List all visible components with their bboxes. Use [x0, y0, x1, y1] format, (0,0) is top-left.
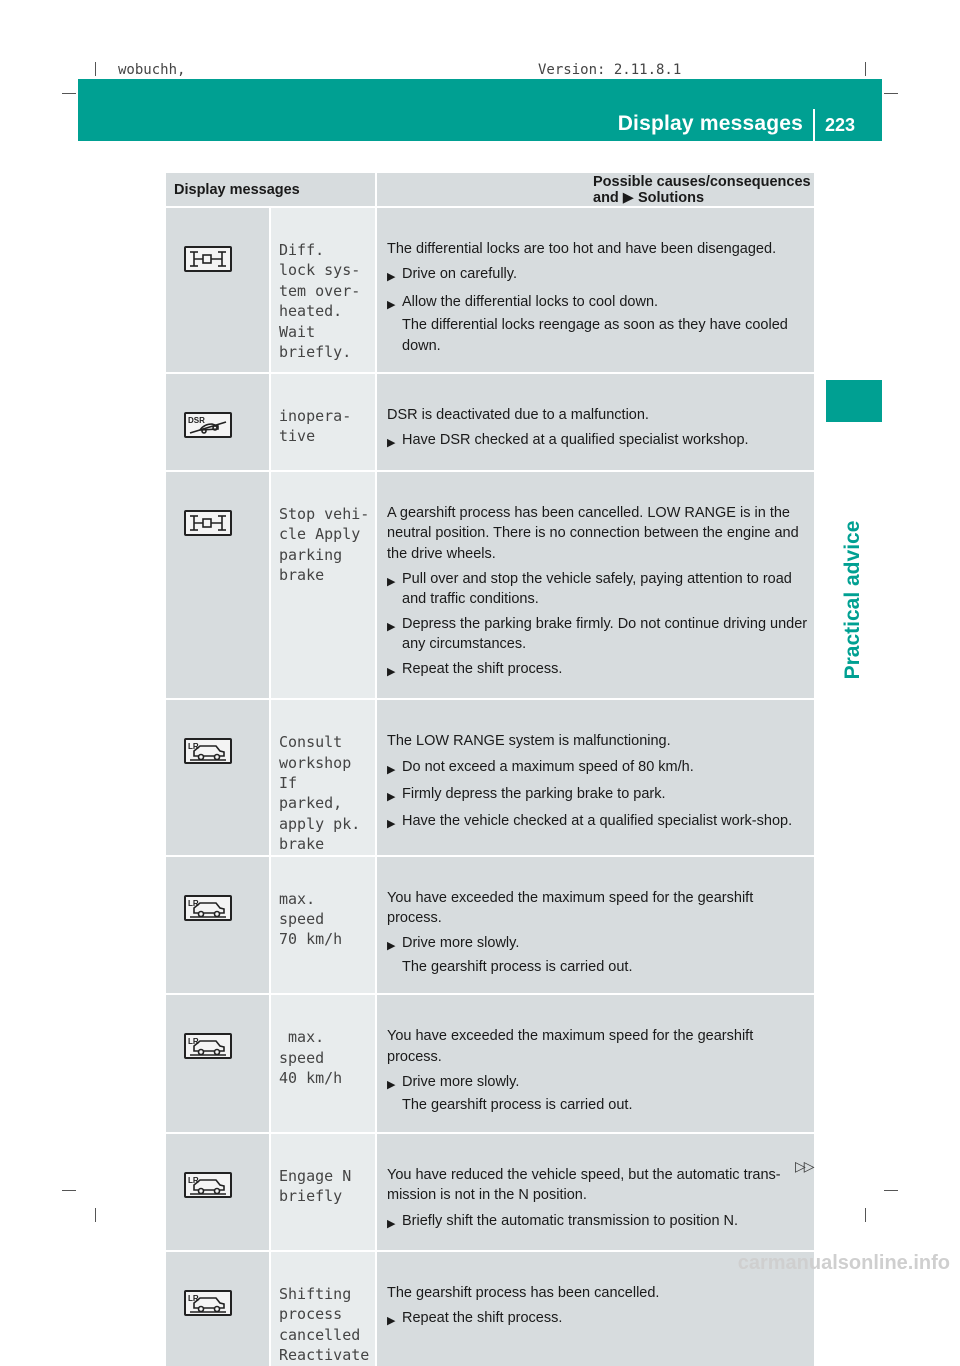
display-message: max. speed 40 km/h [270, 994, 376, 1133]
display-message: inopera- tive [270, 373, 376, 471]
cause-text: You have exceeded the maximum speed for the gearshift process. [387, 1028, 754, 1065]
crop-mark [95, 62, 96, 76]
result-note [387, 1095, 808, 1115]
table-body [166, 207, 814, 1366]
cause-text: DSR is deactivated due to a malfunction. [387, 407, 649, 424]
solution-cell [376, 207, 814, 373]
low-range-icon [184, 738, 232, 764]
svg-text:LR: LR [188, 1037, 199, 1047]
icon-cell [166, 373, 270, 471]
section-label: Practical advice [841, 520, 864, 680]
low-range-icon [184, 895, 232, 921]
crop-mark [95, 1208, 96, 1222]
cause-text: The gearshift process has been cancelled. [387, 1285, 660, 1301]
solution-step [387, 933, 808, 956]
step-text: Firmly depress the parking brake to park. [402, 785, 666, 802]
section-tab [826, 380, 882, 422]
step-text: Depress the parking brake firmly. Do not continue driving under any circumstances. [402, 615, 808, 653]
step-text: The gearshift process is carried out. [402, 958, 633, 975]
table-row [166, 207, 814, 373]
display-message: Stop vehi- cle Apply parking brake [270, 471, 376, 699]
step-arrow-icon [387, 315, 402, 356]
solution-step [387, 614, 808, 655]
low-range-icon [184, 1290, 232, 1316]
table-row [166, 471, 814, 699]
cause-text: The differential locks are too hot and have been disengaged. [387, 241, 777, 257]
header-separator [813, 109, 815, 141]
display-message: Engage N briefly [270, 1133, 376, 1251]
display-message: Diff. lock sys- tem over- heated. Wait briefly. [270, 207, 376, 373]
solution-cell [376, 856, 814, 995]
icon-cell [166, 1133, 270, 1251]
step-arrow-icon: ▶ [387, 1217, 396, 1230]
step-text: Briefly shift the automatic transmission to position N. [402, 1212, 739, 1229]
step-text: The gearshift process is carried out. [402, 1097, 633, 1114]
dsr-icon [184, 412, 232, 438]
display-message: Consult workshop If parked, apply pk. brake [270, 699, 376, 855]
crop-mark [865, 1208, 866, 1222]
step-text: Drive on carefully. [402, 266, 517, 283]
icon-cell [166, 856, 270, 995]
differential-lock-icon [184, 510, 232, 536]
step-text: Repeat the shift process. [402, 660, 563, 677]
table-row [166, 856, 814, 995]
solution-cell [376, 373, 814, 471]
step-text: Do not exceed a maximum speed of 80 km/h. [402, 758, 694, 775]
step-arrow-icon: ▶ [387, 1315, 396, 1328]
icon-cell [166, 471, 270, 699]
table-header-row [166, 173, 814, 207]
solution-step [387, 1072, 808, 1095]
step-text: Pull over and stop the vehicle safely, paying attention to road and traffic conditions. [402, 571, 792, 608]
crop-mark [62, 1190, 76, 1191]
cause-text: You have reduced the vehicle speed, but the automatic trans-mission is not in the N position. [387, 1166, 781, 1204]
solution-cell [376, 994, 814, 1133]
step-text: Have DSR checked at a qualified specialist workshop. [402, 432, 749, 449]
svg-text:LR: LR [188, 898, 199, 908]
step-arrow-icon [387, 957, 402, 977]
result-note [387, 957, 808, 977]
table-row [166, 1251, 814, 1366]
crop-mark [62, 93, 76, 94]
low-range-icon [184, 1172, 232, 1198]
display-messages-table [166, 173, 814, 1366]
solution-step [387, 1211, 808, 1234]
table-row [166, 1133, 814, 1251]
crop-mark [865, 62, 866, 76]
step-text: Repeat the shift process. [402, 1310, 563, 1327]
solution-step [387, 784, 808, 807]
column-header-solutions: Possible causes/consequences and ▶ Solutions [376, 173, 814, 207]
step-text: Allow the differential locks to cool down. [402, 293, 659, 310]
next-page-marker: ▷▷ [795, 1158, 813, 1174]
column-header-display: Display messages [166, 173, 376, 207]
step-arrow-icon: ▶ [387, 271, 396, 284]
step-arrow-icon [387, 1095, 402, 1115]
step-arrow-icon: ▶ [387, 940, 396, 953]
cause-text: A gearshift process has been cancelled. LOW RANGE is in the neutral position. There is no connection between the engine and the drive wheels. [387, 504, 799, 562]
cause-text: You have exceeded the maximum speed for the gearshift process. [387, 889, 754, 926]
solution-step [387, 757, 808, 780]
svg-text:LR: LR [188, 1294, 199, 1303]
page-title: Display messages [617, 112, 803, 135]
step-text: Drive more slowly. [402, 1073, 520, 1090]
step-arrow-icon: ▶ [387, 620, 396, 633]
icon-cell [166, 207, 270, 373]
solution-cell [376, 699, 814, 855]
solution-cell [376, 1133, 814, 1251]
step-arrow-icon: ▶ [387, 665, 396, 678]
step-arrow-icon: ▶ [387, 576, 396, 589]
step-arrow-icon: ▶ [387, 818, 396, 831]
icon-cell [166, 1251, 270, 1366]
step-arrow-icon: ▶ [387, 790, 396, 803]
print-info-left: wobuchh, [118, 62, 186, 78]
solution-step [387, 659, 808, 682]
watermark: carmanualsonline.info [737, 1252, 950, 1274]
solution-cell [376, 471, 814, 699]
step-arrow-icon: ▶ [387, 437, 396, 450]
solution-step [387, 1308, 808, 1331]
step-text: The differential locks reengage as soon as they have cooled down. [402, 317, 788, 354]
step-text: Drive more slowly. [402, 935, 520, 952]
table-row [166, 699, 814, 855]
page-number: 223 [825, 115, 856, 135]
svg-text:LR: LR [188, 1175, 199, 1185]
solution-step [387, 264, 808, 287]
crop-mark [884, 1190, 898, 1191]
differential-lock-icon [184, 246, 232, 272]
solution-step [387, 430, 808, 453]
print-info-right: Version: 2.11.8.1 [538, 62, 682, 78]
solution-step [387, 811, 808, 834]
solution-step [387, 569, 808, 610]
crop-mark [884, 93, 898, 94]
low-range-icon [184, 1033, 232, 1059]
svg-text:LR: LR [188, 742, 199, 752]
icon-cell [166, 699, 270, 855]
result-note [387, 315, 808, 356]
table-row [166, 994, 814, 1133]
step-arrow-icon: ▶ [387, 1078, 396, 1091]
svg-text:DSR: DSR [188, 416, 205, 426]
display-message: max. speed 70 km/h [270, 856, 376, 995]
cause-text: The LOW RANGE system is malfunctioning. [387, 733, 671, 750]
solution-step [387, 292, 808, 315]
step-text: Have the vehicle checked at a qualified specialist work-shop. [402, 813, 793, 830]
icon-cell [166, 994, 270, 1133]
step-arrow-icon: ▶ [387, 298, 396, 311]
step-arrow-icon: ▶ [387, 763, 396, 776]
display-message: Shifting process cancelled Reactivate [270, 1251, 376, 1366]
table-row [166, 373, 814, 471]
